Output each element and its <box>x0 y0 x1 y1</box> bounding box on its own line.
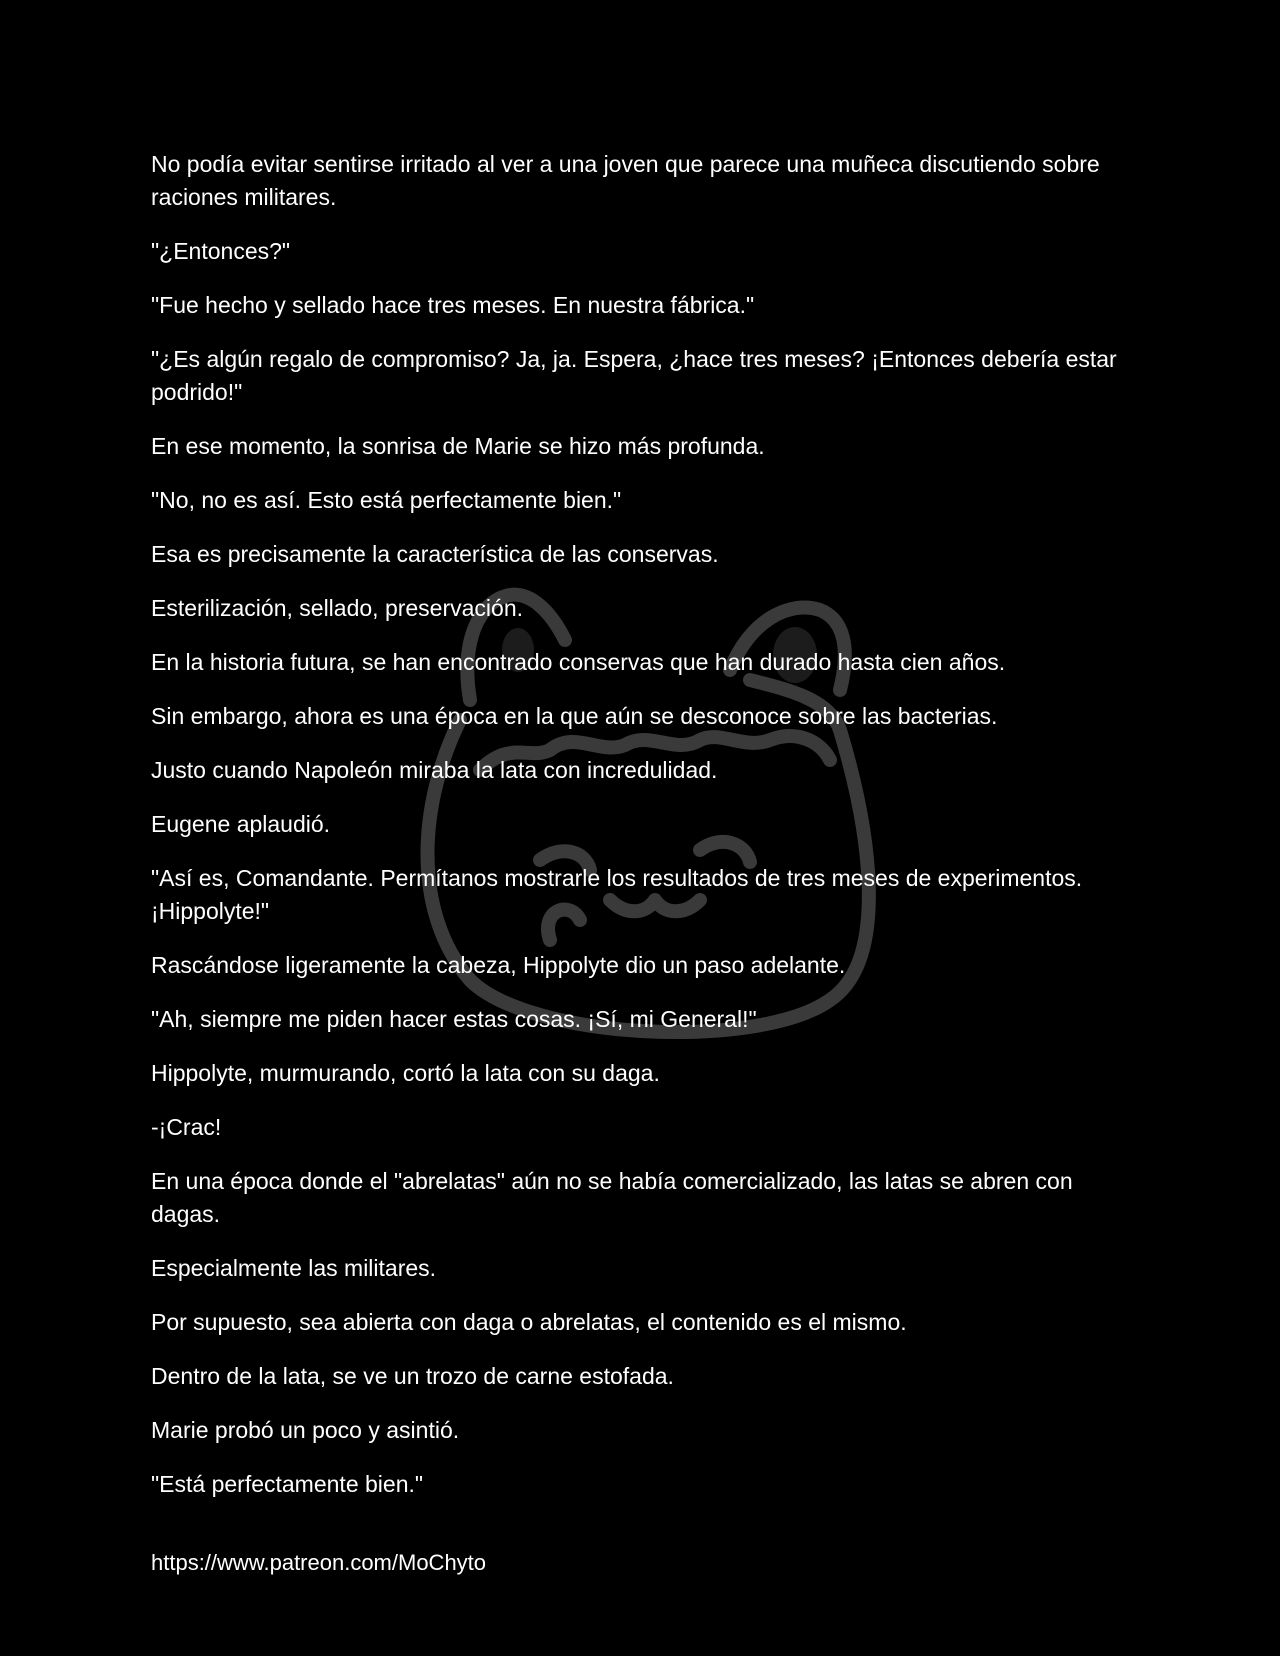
paragraph: Esa es precisamente la característica de las conservas. <box>151 541 719 567</box>
paragraph: Hippolyte, murmurando, cortó la lata con su daga. <box>151 1060 660 1086</box>
paragraph: "¿Entonces?" <box>151 238 291 264</box>
paragraph: Dentro de la lata, se ve un trozo de carne estofada. <box>151 1363 674 1389</box>
paragraph: "Ah, siempre me piden hacer estas cosas. ¡Sí, mi General!" <box>151 1006 757 1032</box>
paragraph: -¡Crac! <box>151 1114 222 1140</box>
chapter-text <box>151 148 1131 1522</box>
paragraph: Eugene aplaudió. <box>151 811 331 837</box>
paragraph: "Está perfectamente bien." <box>151 1471 424 1497</box>
paragraph: "Así es, Comandante. Permítanos mostrarle los resultados de tres meses de experimentos. ¡Hippolyte!" <box>151 865 1083 924</box>
paragraph: Esterilización, sellado, preservación. <box>151 595 524 621</box>
paragraph: En una época donde el "abrelatas" aún no se había comercializado, las latas se abren con dagas. <box>151 1168 1073 1227</box>
paragraph: No podía evitar sentirse irritado al ver a una joven que parece una muñeca discutiendo sobre raciones militares. <box>151 151 1100 210</box>
paragraph: Marie probó un poco y asintió. <box>151 1417 460 1443</box>
paragraph: "Fue hecho y sellado hace tres meses. En nuestra fábrica." <box>151 292 755 318</box>
patreon-link[interactable]: https://www.patreon.com/MoChyto <box>151 1550 487 1575</box>
paragraph: En ese momento, la sonrisa de Marie se hizo más profunda. <box>151 433 765 459</box>
paragraph: En la historia futura, se han encontrado conservas que han durado hasta cien años. <box>151 649 1006 675</box>
paragraph: "No, no es así. Esto está perfectamente bien." <box>151 487 622 513</box>
paragraph: Especialmente las militares. <box>151 1255 437 1281</box>
paragraph: Sin embargo, ahora es una época en la que aún se desconoce sobre las bacterias. <box>151 703 998 729</box>
paragraph: Rascándose ligeramente la cabeza, Hippolyte dio un paso adelante. <box>151 952 846 978</box>
paragraph: Por supuesto, sea abierta con daga o abrelatas, el contenido es el mismo. <box>151 1309 907 1335</box>
paragraph: Justo cuando Napoleón miraba la lata con incredulidad. <box>151 757 718 783</box>
paragraph: "¿Es algún regalo de compromiso? Ja, ja. Espera, ¿hace tres meses? ¡Entonces debería estar podrido!" <box>151 346 1117 405</box>
